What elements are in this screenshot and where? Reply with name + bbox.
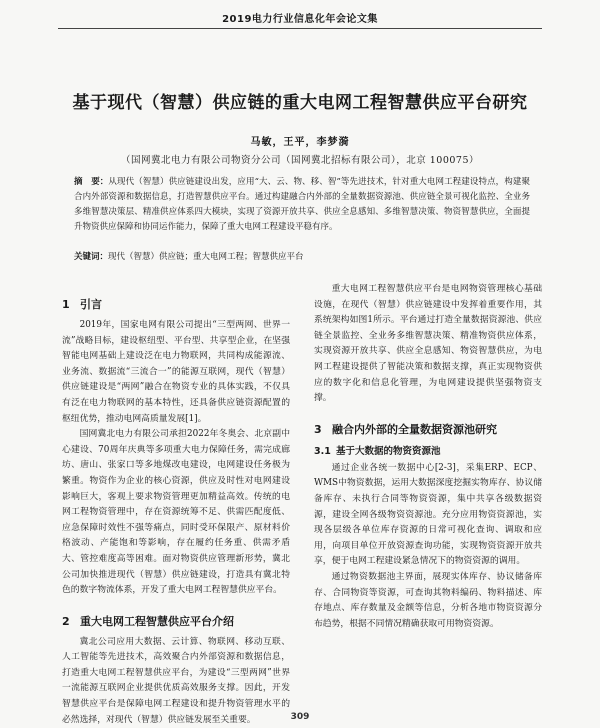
- paragraph: 国网冀北电力有限公司承担2022年冬奥会、北京副中心建设、70周年庆典等多项重大电力保障任务，需完成廊坊、唐山、张家口等多地煤改电建设，电网建设任务极为繁重。物资作为企业的核心资源，供应及时性对电网建设影响巨大，客观上要求物资管理更加精益高效。传统的电网工程物资管理中，存在资源统筹不足、供需匹配度低、应急保障时效性不强等痛点，同时受环保限产、原材料价格波动、产能饱和等影响，存在履约任务重、供需矛盾大、管控难度高等困难。面对物资供应管理新形势，冀北公司加快推进现代（智慧）供应链建设，打造具有冀北特色的数字物流体系，开发了重大电网工程智慧供应平台。: [62, 429, 290, 596]
- subsection-heading-3-1: [314, 443, 542, 457]
- section-number: 2: [62, 614, 70, 628]
- paper-title: 基于现代（智慧）供应链的重大电网工程智慧供应平台研究: [72, 93, 528, 113]
- section-number: 1: [62, 298, 70, 311]
- right-column: [314, 282, 542, 632]
- subsection-title: 基于大数据的物资资源池: [336, 445, 441, 457]
- section-title: 重大电网工程智慧供应平台介绍: [80, 614, 234, 628]
- abstract-label: 摘 要：: [74, 177, 109, 187]
- running-head: 2019电力行业信息化年会论文集: [222, 14, 378, 25]
- paragraph: 重大电网工程智慧供应平台是电网物资管理核心基础设施，在现代（智慧）供应链建设中发挥着重要作用，其系统架构如图1所示。平台通过打造全量数据资源池、供应链全景监控、全业务多维智慧决策、精准物资供应体系，实现资源开放共享、供应全息感知、物资智慧供应，为电网工程建设提供了智能决策和数据支撑，真正实现物资供应的数字化和信息化管理，为电网建设提供坚强物资支撑。: [314, 284, 542, 404]
- paragraph: 通过企业各统一数据中心[2-3]，采集ERP、ECP、WMS中物资数据，运用大数据深度挖掘实物库存、协议储备库存、未执行合同等物资资源，集中共享各级数据资源，建设全网各级物资资源池。充分应用物资资源池，实现各层级各单位库存资源的日常可视化查询、调取和应用，向项目单位开放资源查询功能，实现物资资源开放共享，便于电网工程建设紧急情况下的物资资源的调用。: [314, 462, 542, 567]
- section-heading-3: [314, 421, 542, 437]
- paper-authors: 马敏，王平，李梦漪: [250, 137, 350, 148]
- abstract: [74, 175, 530, 235]
- abstract-text: 从现代（智慧）供应链建设出发，应用“大、云、物、移、智”等先进技术，针对重大电网工程建设特点，构建聚合内外部资源和数据信息，打造智慧供应平台。通过构建融合内外部的全量数据资源池、供应链全景可视化监控、全业务多维智慧决策层、精准供应体系四大模块，实现了资源开放共享、供应全息感知、多维智慧决策、物资智慧供应，全面提升物资供应保障和协同运作能力，保障了重大电网工程建设平稳有序。: [74, 177, 530, 232]
- left-column: [62, 282, 290, 728]
- paragraph: 冀北公司应用大数据、云计算、物联网、移动互联、人工智能等先进技术，高效聚合内外部资源和数据信息，打造重大电网工程智慧供应平台，为建设“三型两网”世界一流能源互联网企业提供优质高效服务支撑。因此，开发智慧供应平台是保障电网工程建设和提升物资管理水平的必然选择，对现代（智慧）供应链发展至关重要。: [62, 636, 290, 725]
- subsection-number: 3.1: [314, 445, 331, 457]
- keywords-text: 现代（智慧）供应链；重大电网工程；智慧供应平台: [108, 252, 304, 262]
- section-title: 融合内外部的全量数据资源池研究: [332, 422, 497, 436]
- paragraph: 2019年，国家电网有限公司提出“三型两网、世界一流”战略目标，建设枢纽型、平台型、共享型企业，在坚强智能电网基础上建设泛在电力物联网，共同构成能源流、业务流、数据流“三流合一”的能源互联网，现代（智慧）供应链建设是“两网”融合在物资专业的具体实践，不仅具有泛在电力物联网的基本特性，还具备供应链资源配置的枢纽优势，推动电网高质量发展[1]。: [62, 320, 290, 424]
- section-title: 引言: [80, 298, 102, 311]
- keywords: [74, 250, 530, 264]
- keywords-label: 关键词：: [74, 252, 109, 262]
- section-number: 3: [314, 422, 322, 436]
- paragraph: 通过物资数据池主界面，展现实体库存、协议储备库存、合同物资等资源，可查询其物料编码、物料描述、库存地点、库存数量及金额等信息，分析各地市物资资源分布趋势，根据不同情况精确获取可用物资资源。: [314, 571, 542, 629]
- header-rule: [58, 28, 542, 29]
- section-heading-2: [62, 613, 290, 629]
- section-heading-1: [62, 296, 290, 312]
- page-number: 309: [290, 712, 310, 722]
- paper-affiliation: （国网冀北电力有限公司物资分公司（国网冀北招标有限公司），北京 100075）: [120, 155, 480, 166]
